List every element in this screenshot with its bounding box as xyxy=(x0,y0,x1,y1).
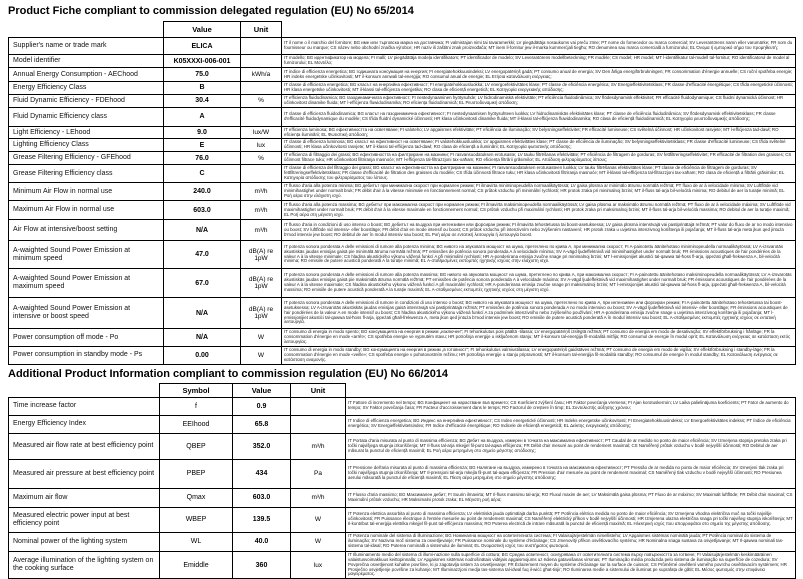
value-cell: A xyxy=(164,107,241,126)
table-row xyxy=(9,183,796,201)
unit-cell: kWh/a xyxy=(241,68,282,82)
param-label: Average illumination of the lighting system on the cooking surface xyxy=(9,551,160,579)
value-cell: 47.0 xyxy=(164,241,241,269)
fiche-header-row xyxy=(9,22,796,38)
table-row xyxy=(9,415,796,433)
unit-cell: W xyxy=(291,507,346,532)
param-label: Energy Efficiency Class xyxy=(9,82,164,95)
table-row xyxy=(9,152,796,165)
param-label: Supplier's name or trade mark xyxy=(9,38,164,55)
table-row xyxy=(9,241,796,269)
description-cell: IT flusso d'aria in condizioni di uso intenso o boost; BG дебитът на въздуха при интензивен или форсиран режим; FI ilmavirta tehostetussa tai boost-asetuksessa; LV gaisa plūsma intensīvajā vai pastiprinātajā režīmā; PT valor do fluxo de ar no modo intensivo ou boost; SV luftflöde vid intensiv- eller boostläge; FR débit d'air en mode intensif ou boost; CS průtok vzduchu při intenzivním nebo zvýšeném nastavení; HR protok zraka u uvjetima intenzivnog korištenja ili pojačanja; MT il-fluss tal-arja meta jkun qed jintuża b'mod intensiv jew boost; RO debitul de aer în modul intensiv sau boost; EL Ροή αέρα σε εντατική λειτουργία ή λειτουργία boost. xyxy=(282,220,796,241)
unit-cell: lux xyxy=(291,551,346,579)
additional-header-row xyxy=(9,383,796,397)
unit-cell: m³/h xyxy=(241,201,282,220)
unit-cell: m³/h xyxy=(241,220,282,241)
description-cell: IT flusso d'aria alla potenza minima; BG дебитът при минимална скорост при нормален режим; FI ilmavirta miniminopeudella normaalikäytössä; LV gaisa plūsma ar minimālo ātrumu normālā režīmā; PT fluxo de ar à velocidade mínima; SV Luftflöde vid minimihastighet under normalt bruk; FR débit d'air à la vitesse minimale en fonctionnement normal; CS průtok vzduchu při minimální rychlosti; HR protok zraka pri minimalnoj brzini; MT il-fluss tal-arja bil-veloċità minima; RO debitul de aer la turație minimă; EL Ροή αέρα στην ελάχιστη ισχύ. xyxy=(282,183,796,201)
value-cell: 603.0 xyxy=(233,488,291,507)
unit-cell: % xyxy=(241,94,282,107)
table-row xyxy=(9,507,796,532)
description-cell: IT Portata d'aria misurata al punto di massima efficienza; BG Дебит на въздуха, измерен в точката на максимална ефективност; PT Caudal de ar medido no ponto de maior eficiência; SV Izmerjena stopnja pretoka zraka pri točki najvišjega stupnja izkoriščenja; MT Il-fluss tal-arja mkejjel fil-punt tal-aqwa effiċjenza; FR Débit d'air mesuré au point de rendement maximal; CS Naměřený průtok vzduchu v bodě nejvyšší účinnosti; RO Debitul de aer măsurat la punctul de eficiență maximă; EL Ροή αέρα μετρημένη στο σημείο μέγιστης απόδοσης; xyxy=(346,433,796,459)
unit-cell: m³/h xyxy=(291,488,346,507)
table-row xyxy=(9,220,796,241)
description-cell: IT modello; BG идентификатор на модела; FI malli; LV piegādātāja modeļa identifikators; PT identificador de modelo; SV Leverantörens modellbeteckning; FR modèle; CS model; HR model; MT l-identifikatur tal-mudell tal-fornitur; RO identificatorul de model al furnizorului; EL Μοντέλο; xyxy=(282,55,796,68)
table-row xyxy=(9,139,796,152)
table-row xyxy=(9,201,796,220)
table-row xyxy=(9,298,796,329)
symbol-cell: Qmax xyxy=(160,488,233,507)
description-cell: IT efficienza di filtraggio dei grassi; BG ефективността на филтриране на мазнини; FI rasvansuodatuksen erotusaste; LV tauku filtrēšanas efektivitāte; PT eficiência de filtragem de gorduras; SV fettfiltreringseffektivitet; FR efficacité de filtration des graisses; CS účinnost filtrace tuku; HR učinkovitost filtriranja masnoće; MT l-effiċjenza tal-filtrazzjoni tax-xaħam; RO eficiența filtrării grăsimilor; EL Απόδοση φιλτραρίσματος λίπους; xyxy=(282,152,796,165)
description-cell: IT efficienza luminosa; BG ефективността на осветяване; FI valoteho; LV apgaismes efektivitāte; PT eficiência de iluminação; SV belysningseffektivitet; FR efficacité lumineuse; CS světelná účinnost; HR učinkovitost rasvjete; MT l-effiċjenza tad-dawl; RO eficiența iluminării; EL Φωτιστική απόδοση; xyxy=(282,126,796,139)
description-cell: IT il nome o il marchio del fornitore; BG име или търговска марка на доставчика; FI valmistajan nimi tai tavaramerkki; LV piegādātāja nosaukums vai preču zīme; PT nome do fornecedor ou marca comercial; SV Leverantörens namn eller varumärke; FR nom du fournisseur ou marque; CS název nebo obchodní značka výrobce; HR naziv ili zaštitni znak proizvođača; MT isem il-fornitur jew il-marka kummerċjali tiegħu; RO denumirea sau marca comercială a furnizorului; EL Όνομα ή εμπορικό σήμα του προμηθευτή; xyxy=(282,38,796,55)
description-cell: IT classe di efficienza del filtraggio dei grassi; BG класът на ефективността на филтриране на мазнини; FI rasvansuodatuksen erotusasteen luokka; LV tauku filtrēšanas efektivitātes klase; PT classe de eficiência de filtragem de gorduras; SV fettfiltreringseffektivitetsklass; FR classe d'efficacité de filtration des graisses du modèle; CS třída účinnosti filtrace tuku; HR klasa učinkovitosti filtriranja masnoće; MT il-klassi tal-effiċjenza tal-filtrazzjoni tax-xaħam; RO clasa de eficiență a filtrării grăsimilor; EL Κατηγορία απόδοσης του φιλτραρίσματος του λίπους. xyxy=(282,165,796,183)
value-cell: E xyxy=(164,139,241,152)
column-header-unit: Unit xyxy=(241,22,282,38)
unit-cell xyxy=(241,165,282,183)
param-label: Time increase factor xyxy=(9,397,160,415)
value-cell: 0.00 xyxy=(164,347,241,365)
table-row xyxy=(9,397,796,415)
param-label: Measured air flow rate at best efficiency point xyxy=(9,433,160,459)
value-cell: N/A xyxy=(164,329,241,347)
value-cell: 434 xyxy=(233,459,291,488)
value-cell: 603.0 xyxy=(164,201,241,220)
table-row xyxy=(9,347,796,365)
column-header-unit: Unit xyxy=(291,383,346,397)
header-spacer xyxy=(282,22,796,38)
description-cell: IT potenza sonora ponderata A delle emissioni di rumore in condizioni di uso intenso o boost; BG нивото на звуковата мощност на шума, претеглено по крива A, при интензивен или форсиран режим; FI A-painotettu äänitehotaso tehostetussa tai boost-asetuksessa; LV A-izsvarotās akustiskās jaudas emisijas gaisā intensīvajā vai pastiprinātajā režīmā; PT emissões de potência sonora ponderada A no modo intensivo ou boost; SV A-vägd ljudeffektnivå vid intensiv- eller boostläge; FR émissions acoustiques de l'air pondérées de la valeur A en mode intensif ou boost; CS hladina akustického výkonu vážená funkcí A za podmínek intenzivního nebo zvýšeného používání; HR A-ponderirana emisija zvučne snage u uvjetima intenzivnog korištenja ili pojačanja; MT l-emissjonijiet akustiċi tal-qawwa tal-ħoss fl-arja, ippeżati għall-frekwenza A, meta jkun qed jintuża b'mod intensiv jew boost; RO emisiile de putere acustică ponderată A în modul intensiv sau boost; EL Α-σταθμισμένες εκπομπές ηχητικής ισχύος σε εντατική λειτουργία. xyxy=(282,298,796,329)
description-cell: IT classe di efficienza fluidodinamica; BG класът на газодинамична ефективност; FI nestedynaamisen hyötysuhteen luokka; LV hidrodinamiskās efektivitātes klase; PT classe de eficiência fluidodinâmica; SV flödesdynamisk effektivitetsklass; FR classe d'efficacité fluidodynamique du modèle; CS třída fluidní dynamické účinnosti; HR klasa učinkovitosti dinamike fluida; MT il-klassi tal-effiċjenza fluwidodinamika; RO clasa de eficiență fluidodinamică; EL Κατηγορία ρευστοδυναμικής απόδοσης; xyxy=(282,107,796,126)
unit-cell: m³/h xyxy=(291,433,346,459)
description-cell: IT indice di efficienza energetica; BG годишната консумация на енергия; FI energiatehokkuusindeksi; LV energopatēriņš gadā; PT consumo anual de energia; SV Den årliga energiförbrukningen; FR consommation d'énergie annuelle; CS roční spotřeba energie; HR indeks energetske učinkovitosti; MT il-konsum annwali tal-enerġija; RO consumul anual de energie; EL Ετήσια κατανάλωση ενέργειας; xyxy=(282,68,796,82)
table-row xyxy=(9,269,796,298)
param-label: Maximum air flow xyxy=(9,488,160,507)
value-cell: 0.9 xyxy=(233,397,291,415)
description-cell: IT potenza sonora ponderata A delle emissioni di rumore alla potenza minima; BG нивото на звуковата мощност на шума, претеглено по крива A, при минимална скорост; FI A-painotettu äänitehotaso miniminopeudella normaalikäytössä; LV A-izsvarotās akustiskās jaudas emisijas gaisā pie minimālā ātruma normālā režīmā; PT emissões de potência sonora ponderada A à velocidade mínima; SV A-vägd ljudeffektnivå vid minimihastighet under normalt bruk; FR émissions acoustiques de l'air pondérées de la valeur A à la vitesse minimale; CS hladina akustického výkonu vážená funkcí A při minimální rychlosti; HR A-ponderirana emisija zvučne snage pri minimalnoj brzini; MT l-emissjonijiet akustiċi tal-qawwa tal-ħoss fl-arja, ippeżati għall-frekwenza A, bil-veloċità minima; RO emisiile de putere acustică ponderată A la turație minimă; EL Α-σταθμισμένες εκπομπές ηχητικής ισχύος στην ελάχιστη ισχύ. xyxy=(282,241,796,269)
table-row xyxy=(9,94,796,107)
table-row xyxy=(9,459,796,488)
table-row xyxy=(9,329,796,347)
value-cell: 65.8 xyxy=(233,415,291,433)
column-header-value: Value xyxy=(164,22,241,38)
unit-cell: W xyxy=(241,329,282,347)
description-cell: IT Illuminamento medio del sistema di illumi-nazione sulla superficie di cottura; BG Средна осветеност, осигурявана от осветителната система върху повърхността за готвене; FI Valaisujärjestelmän keskimääräinen valaistusvoimakkuus keittopinnalla; LV Apgaismes sistēmas nodrošinātais vidējais apgaismojums uz ēdiena gatavošanas virsmas; PT Iluminação média produzida pelo sistema de iluminação na superfície de cozedura; SV Povprečna osvetljenost kuhalne površine, ki jo zagotavlja sistem za osvetljevanje; FR Éclairement moyen du système d'éclairage sur la surface de cuisson; CS Průměrné osvětlení varného povrchu osvětlovacím systémem; HR Prosječno osvjetljenje površine za kuhanje; MT Illuminazzjoni medja tas-sistema tal-idwal fuq il-wiċċ għat-tisjir; RO Iluminarea medie a sistemului de iluminat pe suprafața de gătit; EL Μέσος φωτισμός στην επιφάνεια μαγειρέματος. xyxy=(346,551,796,579)
unit-cell: dB(A) re 1pW xyxy=(241,269,282,298)
table-row xyxy=(9,68,796,82)
unit-cell xyxy=(241,55,282,68)
value-cell: 240.0 xyxy=(164,183,241,201)
table-row xyxy=(9,82,796,95)
symbol-cell: f xyxy=(160,397,233,415)
value-cell: N/A xyxy=(164,220,241,241)
description-cell: IT Indice di efficienza energetica; BG Индекс на енергийна ефективност; CS Index energetické účinnosti; HR Indeks energetske učinkovitosti; FI Energiatehokkuusindeksi; LV Energoefektivitātes indekss; PT Índice de eficiência energética; SV Energieffektivitetsindex; FR Indice d'efficacité énergétique; RO Indicele de eficiență energetică; EL Δείκτης ενεργειακής απόδοσης; xyxy=(346,415,796,433)
table-row xyxy=(9,551,796,579)
unit-cell: W xyxy=(241,347,282,365)
value-cell: 30.4 xyxy=(164,94,241,107)
description-cell: IT consumo di energia in modo standby; BG консумацията на енергия в режим „в готовност“; FI tehonkulutus valmiustilassa; LV energopatēriņš gaidstāves režīmā; PT consumo de energia em modo de vigília; SV effektförbrukning i standby-läge; FR la consommation d'énergie en mode «veille»; CS spotřeba energie v pohotovostním režimu; HR potrošnja energije u stanju pripravnosti; MT il-konsum tal-enerġija fil-modalità standby; RO consumul de energie în modul standby; EL Κατανάλωση ενέργειας σε κατάσταση αναμονής. xyxy=(282,347,796,365)
table-row xyxy=(9,433,796,459)
description-cell: IT flusso d'aria alla potenza massima; BG дебитът при максимална скорост при нормален режим; FI ilmavirta maksiminopeudella normaalikäytössä; LV gaisa plūsma ar maksimālo ātrumu normālā režīmā; PT fluxo de ar à velocidade máxima; SV Luftflöde vid maximihastighet under normalt bruk; FR débit d'air à la vitesse maximale en fonctionnement normal; CS průtok vzduchu při maximální rychlosti; HR protok zraka pri maksimalnoj brzini; MT il-fluss tal-arja bil-veloċità massima; RO debitul de aer la turație maximă; EL Ροή αέρα στη μέγιστη ισχύ. xyxy=(282,201,796,220)
table-row xyxy=(9,165,796,183)
param-label: Maximum Air Flow in normal use xyxy=(9,201,164,220)
symbol-cell: WL xyxy=(160,532,233,551)
value-cell: N/A xyxy=(164,298,241,329)
value-cell: 67.0 xyxy=(164,269,241,298)
unit-cell: dB(A) re 1pW xyxy=(241,241,282,269)
param-label: A-waighted Sound Power Emission at maximum speed xyxy=(9,269,164,298)
param-label: Grease Filtering Efficiency - GFEhood xyxy=(9,152,164,165)
description-cell: IT Potenza nominale del sistema di illuminazione; BG Номинална мощност на осветителната система; FI Valaisujärjestelmän nimellisteho; LV Apgaismes sistēmas nominālā jauda; PT Potência nominal do sistema de iluminação; SV Nazivna moč sistema za osvetljevanje; FR Puissance nominale du système d'éclairage; CS Jmenovitý příkon osvětlovacího systému; HR Nominalna snaga sustava za osvjetljavanje; MT Il-qawwa nominali tas-sistema tal-idwal; RO Puterea nominală a sistemului de iluminat; EL Ονομαστική ισχύς του συστήματος φωτισμού. xyxy=(346,532,796,551)
unit-cell xyxy=(291,415,346,433)
unit-cell xyxy=(241,107,282,126)
param-label: Air Flow at intensive/boost setting xyxy=(9,220,164,241)
param-label: Nominal power of the lighting system xyxy=(9,532,160,551)
unit-cell xyxy=(241,38,282,55)
param-label: Energy Efficiency Index xyxy=(9,415,160,433)
description-cell: IT Pressione dell'aria misurata al punto di massima efficienza; BG Налягане на въздуха, измерено в точката на максимална ефективност; PT Pressão de ar medida no ponto de maior eficiência; SV Izmerjeni tlak zraka pri točki najvišjega stupnja izkoriščenja; MT Il-pressjoni tal-arja mkejla fil-punt tal-aqwa effiċjenza; FR Pression d'air mesurée au point de rendement maximal; CS Naměřený tlak vzduchu v bodě nejvyšší účinnosti; RO Presiunea aerului măsurată la punctul de eficiență maximă; EL Πίεση αέρα μετρημένη στο σημείο μέγιστης απόδοσης; xyxy=(346,459,796,488)
fiche-table xyxy=(8,21,796,365)
symbol-cell: EEIhood xyxy=(160,415,233,433)
value-cell: 9.0 xyxy=(164,126,241,139)
value-cell: 40.0 xyxy=(233,532,291,551)
unit-cell: W xyxy=(291,532,346,551)
column-header-value: Value xyxy=(233,383,291,397)
value-cell: 75.0 xyxy=(164,68,241,82)
param-label: Measured air pressure at best efficiency point xyxy=(9,459,160,488)
param-label: Model identifier xyxy=(9,55,164,68)
param-label: Minimum Air Flow in normal use xyxy=(9,183,164,201)
unit-cell: m³/h xyxy=(241,183,282,201)
description-cell: IT efficienza fluidodinamica; BG газодинамичната ефективност; FI nestedynaaminen hyötysuhde; LV hidrodinamiskā efektivitāte; PT eficiência fluidodinâmica; SV flödesdynamisk effektivitet; FR efficacité fluidodynamique; CS fluidní dynamická účinnost; HR učinkovitost dinamike fluida; MT l-effiċjenza fluwidodinamika; RO eficiența fluidodinamică; EL Ρευστοδυναμική απόδοση; xyxy=(282,94,796,107)
description-cell: IT classe di efficienza energetica; BG класът на енергийна ефективност; FI energiatehokkuusluokka; LV energoefektivitātes klase; PT classe de eficiência energética; SV Energieffektivitetsklass; FR classe d'efficacité énergétique; CS třída energetické účinnosti; HR klasa energetske učinkovitosti; MT il-klassi tal-effiċjenza enerġetika; RO clasa de eficiență energetică; EL Κατηγορία ενεργειακής απόδοσης; xyxy=(282,82,796,95)
header-spacer xyxy=(9,383,160,397)
param-label: Power consumption in standby mode - Ps xyxy=(9,347,164,365)
table-row xyxy=(9,488,796,507)
unit-cell xyxy=(241,82,282,95)
param-label: Annual Energy Consumption - AEChood xyxy=(9,68,164,82)
table-row xyxy=(9,55,796,68)
description-cell: IT potenza sonora ponderata A delle emissioni di rumore alla potenza massima; BG нивото на звуковата мощност на шума, претеглено по крива A, при максимална скорост; FI A-painotettu äänitehotaso maksiminopeudella normaalikäytössä; LV A-izsvarotās akustiskās jaudas emisijas gaisā pie maksimālā ātruma normālā režīmā; PT emissões de potência sonora ponderada A à velocidade máxima; SV A-vägd ljudeffektnivå vid maximihastighet under normalt bruk; FR émissions acoustiques de l'air pondérées de la valeur A à la vitesse maximale; CS hladina akustického výkonu vážená funkcí A při maximální rychlosti; HR A-ponderirana emisija zvučne snage pri maksimalnoj brzini; MT l-emissjonijiet akustiċi tal-qawwa tal-ħoss fl-arja, ippeżati għall-frekwenza A, bil-veloċità massima; RO emisiile de putere acustică ponderată A la turație maximă; EL Α-σταθμισμένες εκπομπές ηχητικής ισχύος στη μέγιστη ισχύ. xyxy=(282,269,796,298)
param-label: Fluid Dynamic Efficiency - FDEhood xyxy=(9,94,164,107)
value-cell: 139.5 xyxy=(233,507,291,532)
param-label: Fluid Dynamic Efficiency class xyxy=(9,107,164,126)
value-cell: 352.0 xyxy=(233,433,291,459)
unit-cell: lux/W xyxy=(241,126,282,139)
param-label: Lighting Efficiency Class xyxy=(9,139,164,152)
unit-cell: lux xyxy=(241,139,282,152)
param-label: Light Efficiency - LEhood xyxy=(9,126,164,139)
value-cell: C xyxy=(164,165,241,183)
symbol-cell: WBEP xyxy=(160,507,233,532)
symbol-cell: Emiddle xyxy=(160,551,233,579)
param-label: A-waighted Sound Power Emission at intensive or boost speed xyxy=(9,298,164,329)
unit-cell: dB(A) re 1pW xyxy=(241,298,282,329)
header-spacer xyxy=(9,22,164,38)
param-label: Measured electric power input at best efficiency point xyxy=(9,507,160,532)
header-spacer xyxy=(346,383,796,397)
param-label: Power consumption off mode - Po xyxy=(9,329,164,347)
table-row xyxy=(9,126,796,139)
value-cell: 360 xyxy=(233,551,291,579)
symbol-cell: PBEP xyxy=(160,459,233,488)
description-cell: IT Fattore di incremento nel tempo; BG Коефициент на нарастване във времето; CS Koeficient zvýšení času; HR Faktor povećanja vremena; FI Ajan korotuskerroin; LV Laika palielinājuma koeficients; PT Fator de aumento do tempo; SV Faktor povečanja časa; FR Facteur d'accroissement dans le temps; RO Factorul de creștere în timp; EL Συντελεστής αύξησης χρόνου; xyxy=(346,397,796,415)
fiche-title: Product Fiche compliant to commission delegated regulation (EU) No 65/2014 xyxy=(8,5,414,17)
value-cell: ELICA xyxy=(164,38,241,55)
description-cell: IT Flusso d'aria massimo; BG Максимален дебит; FI Suurin ilmavirta; MT Il-fluss massimu tal-arja; RO Fluxul maxim de aer; LV Maksimālā gaisa plūsma; PT Fluxo de ar máximo; SV Maximalt luftflöde; FR Débit d'air maximal; CS Maximální průtok vzduchu; HR Maksimalni protok zraka; EL Μέγιστη ροή αέρα; xyxy=(346,488,796,507)
description-cell: IT Potenza elettrica assorbita al punto di massima efficienza; LV elektriskā jauda optimālajā darba punktā; PT Potência elétrica medida no ponto de maior eficiência; SV Izmerjena vhodna električna moč na točki najvišje učinkovitosti; FR Puissance électrique à l'entrée mesurée au point de rendement maximal; CS Naměřený elektrický příkon v bodě nejvyšší účinnosti; HR Izmjerena ulazna električna snaga pri točki najvišeg stupnja iskorištenja; MT Il-kontribut tal-enerġija elettrika mkejjel fil-punt tal-effiċjenza massima; RO Puterea electrică de intrare măsurată la punctul de eficiență maximă; EL Ηλεκτρική ισχύς που απορροφάται στο σημείο της μέγιστης απόδοσης. xyxy=(346,507,796,532)
value-cell: K05XXXI-006-001 xyxy=(164,55,241,68)
table-row xyxy=(9,107,796,126)
unit-cell: Pa xyxy=(291,459,346,488)
table-row xyxy=(9,532,796,551)
symbol-cell: QBEP xyxy=(160,433,233,459)
description-cell: IT consumo di energia in modo spento; BG консумацията на енергия в режим „изключен“; FI tehonkulutus pois päältä -tilassa; LV energopatēriņš izslēgtā režīmā; PT consumo de energia em modo de desativação; SV effektförbrukning i frånläge; FR la consommation d'énergie en mode «arrêt»; CS spotřeba energie ve vypnutém stavu; HR potrošnja energije u isključenom stanju; MT il-konsum tal-enerġija fil-modalità mitfija; RO consumul de energie în modul oprit; EL Κατανάλωση ενέργειας σε κατάσταση εκτός λειτουργίας. xyxy=(282,329,796,347)
column-header-symbol: Symbol xyxy=(160,383,233,397)
value-cell: B xyxy=(164,82,241,95)
unit-cell: % xyxy=(241,152,282,165)
description-cell: IT classe di efficienza luminosa; BG класът на ефективност на осветяване; FI valotehokkuusluokka; LV apgaismes efektivitātes klase; PT classe de eficiência de iluminação; SV belysningseffektivitetsklass; FR classe d'efficacité lumineuse; CS třída světelné účinnosti; HR klasa učinkovitosti rasvjete; MT il-klassi tal-effiċjenza tad-dawl; RO clasa de eficiență a iluminării; EL Κατηγορία φωτιστικής απόδοσης; xyxy=(282,139,796,152)
additional-title: Additional Product Information compliant to commission regulation (EU) No 66/2014 xyxy=(8,367,449,380)
additional-table xyxy=(8,383,796,579)
value-cell: 76.0 xyxy=(164,152,241,165)
table-row xyxy=(9,38,796,55)
param-label: A-waighted Sound Power Emission at minimum speed xyxy=(9,241,164,269)
param-label: Grease Filtering Efficiency class xyxy=(9,165,164,183)
unit-cell xyxy=(291,397,346,415)
